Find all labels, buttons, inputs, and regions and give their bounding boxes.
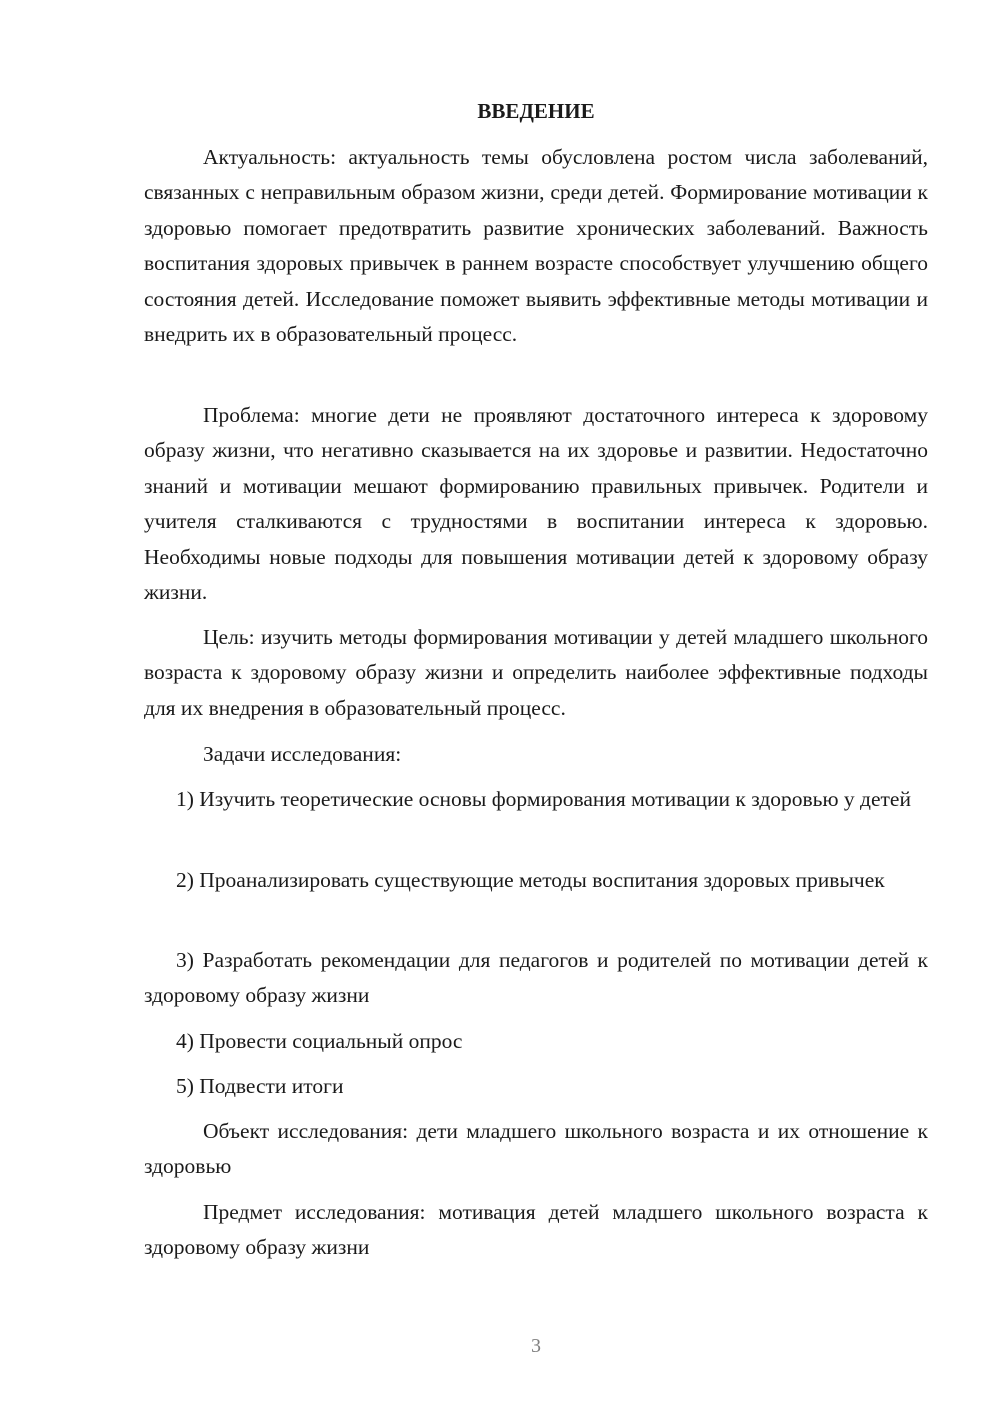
task-item-3: 3) Разработать рекомендации для педагогов и родителей по мотивации детей к здоровому образу жизни [144, 948, 928, 1008]
task-item-2: 2) Проанализировать существующие методы воспитания здоровых привычек [176, 868, 885, 892]
task-item-5: 5) Подвести итоги [176, 1074, 344, 1098]
tasks-heading: Задачи исследования: [203, 742, 402, 766]
paragraph-goal: Цель: изучить методы формирования мотивации у детей младшего школьного возраста к здоровому образу жизни и определить наиболее эффективные подходы для их внедрения в образовательный процесс. [144, 625, 928, 720]
paragraph-subject: Предмет исследования: мотивация детей младшего школьного возраста к здоровому образу жизни [144, 1200, 928, 1260]
paragraph-relevance: Актуальность: актуальность темы обусловлена ростом числа заболеваний, связанных с неправильным образом жизни, среди детей. Формирование мотивации к здоровью помогает предотвратить развитие хронических заболеваний. Важность воспитания здоровых привычек в раннем возрасте способствует улучшению общего состояния детей. Исследование поможет выявить эффективные методы мотивации и внедрить их в образовательный процесс. [144, 145, 928, 347]
paragraph-object: Объект исследования: дети младшего школьного возраста и их отношение к здоровью [144, 1119, 928, 1179]
task-item-4: 4) Провести социальный опрос [176, 1029, 463, 1053]
task-item-1: 1) Изучить теоретические основы формирования мотивации к здоровью у детей [176, 787, 911, 811]
page-number: 3 [531, 1335, 541, 1357]
section-title: ВВЕДЕНИЕ [477, 99, 595, 123]
paragraph-problem: Проблема: многие дети не проявляют достаточного интереса к здоровому образу жизни, что негативно сказывается на их здоровье и развитии. Недостаточно знаний и мотивации мешают формированию правильных привычек. Родители и учителя сталкиваются с трудностями в воспитании интереса к здоровью. Необходимы новые подходы для повышения мотивации детей к здоровому образу жизни. [144, 403, 928, 605]
